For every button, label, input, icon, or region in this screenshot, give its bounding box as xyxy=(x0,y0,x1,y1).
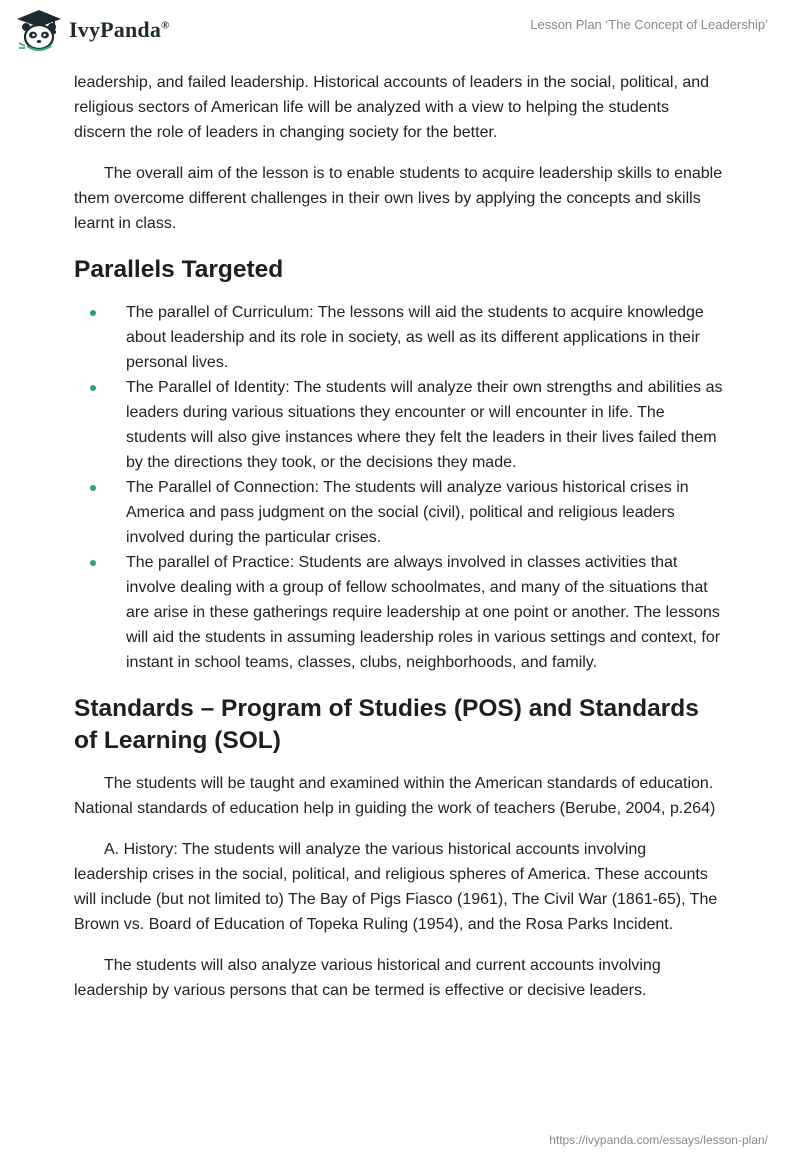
list-item: The parallel of Curriculum: The lessons will aid the students to acquire knowledge about leadership and its role in society, as well as its different applications in their personal lives. xyxy=(74,300,724,375)
document-title: Lesson Plan ‘The Concept of Leadership’ xyxy=(530,17,768,32)
leaders-paragraph: The students will also analyze various historical and current accounts involving leadership by various persons that can be termed is effective or decisive leaders. xyxy=(74,957,661,999)
panda-graduation-cap-icon xyxy=(15,8,63,52)
standards-paragraph: The students will be taught and examined within the American standards of education. National standards of education help in guiding the work of teachers (Berube, 2004, p.264) xyxy=(74,775,716,817)
page-header xyxy=(0,0,800,70)
standards-heading: Standards – Program of Studies (POS) and Standards of Learning (SOL) xyxy=(74,695,699,754)
aim-paragraph: The overall aim of the lesson is to enable students to acquire leadership skills to enable them overcome different challenges in their own lives by applying the concepts and skills learnt in class. xyxy=(74,165,723,232)
list-item: The parallel of Practice: Students are always involved in classes activities that involve dealing with a group of fellow schoolmates, and many of the situations that are arise in these gatherings require leadership at one point or another. The lessons will aid the students in assuming leadership roles in various settings and context, for instant in school teams, classes, clubs, neighborhoods, and family. xyxy=(74,550,724,675)
list-item: The Parallel of Identity: The students will analyze their own strengths and abilities as leaders during various situations they encounter or will encounter in life. The students will also give instances where they felt the leaders in their lives failed them by the directions they took, or the decisions they made. xyxy=(74,375,724,475)
source-url-link[interactable]: https://ivypanda.com/essays/lesson-plan/ xyxy=(549,1133,768,1147)
history-paragraph: A. History: The students will analyze the various historical accounts involving leadership crises in the social, political, and religious spheres of America. These accounts will include (but not limited to) The Bay of Pigs Fiasco (1961), The Civil War (1861-65), The Brown vs. Board of Education of Topeka Ruling (1954), and the Rosa Parks Incident. xyxy=(74,841,718,933)
article-body xyxy=(74,70,724,1019)
intro-paragraph: leadership, and failed leadership. Historical accounts of leaders in the social, political, and religious sectors of American life will be analyzed with a view to helping the students discern the role of leaders in changing society for the better. xyxy=(74,74,710,141)
bullet-dot-icon xyxy=(90,310,96,316)
list-item: The Parallel of Connection: The students will analyze various historical crises in America and pass judgment on the social (civil), political and religious leaders involved during the particular crises. xyxy=(74,475,724,550)
parallels-list xyxy=(74,300,724,675)
site-logo[interactable] xyxy=(15,8,170,52)
bullet-dot-icon xyxy=(90,485,96,491)
bullet-dot-icon xyxy=(90,385,96,391)
parallels-heading: Parallels Targeted xyxy=(74,256,284,283)
bullet-dot-icon xyxy=(90,560,96,566)
brand-name: IvyPanda® xyxy=(69,17,170,42)
